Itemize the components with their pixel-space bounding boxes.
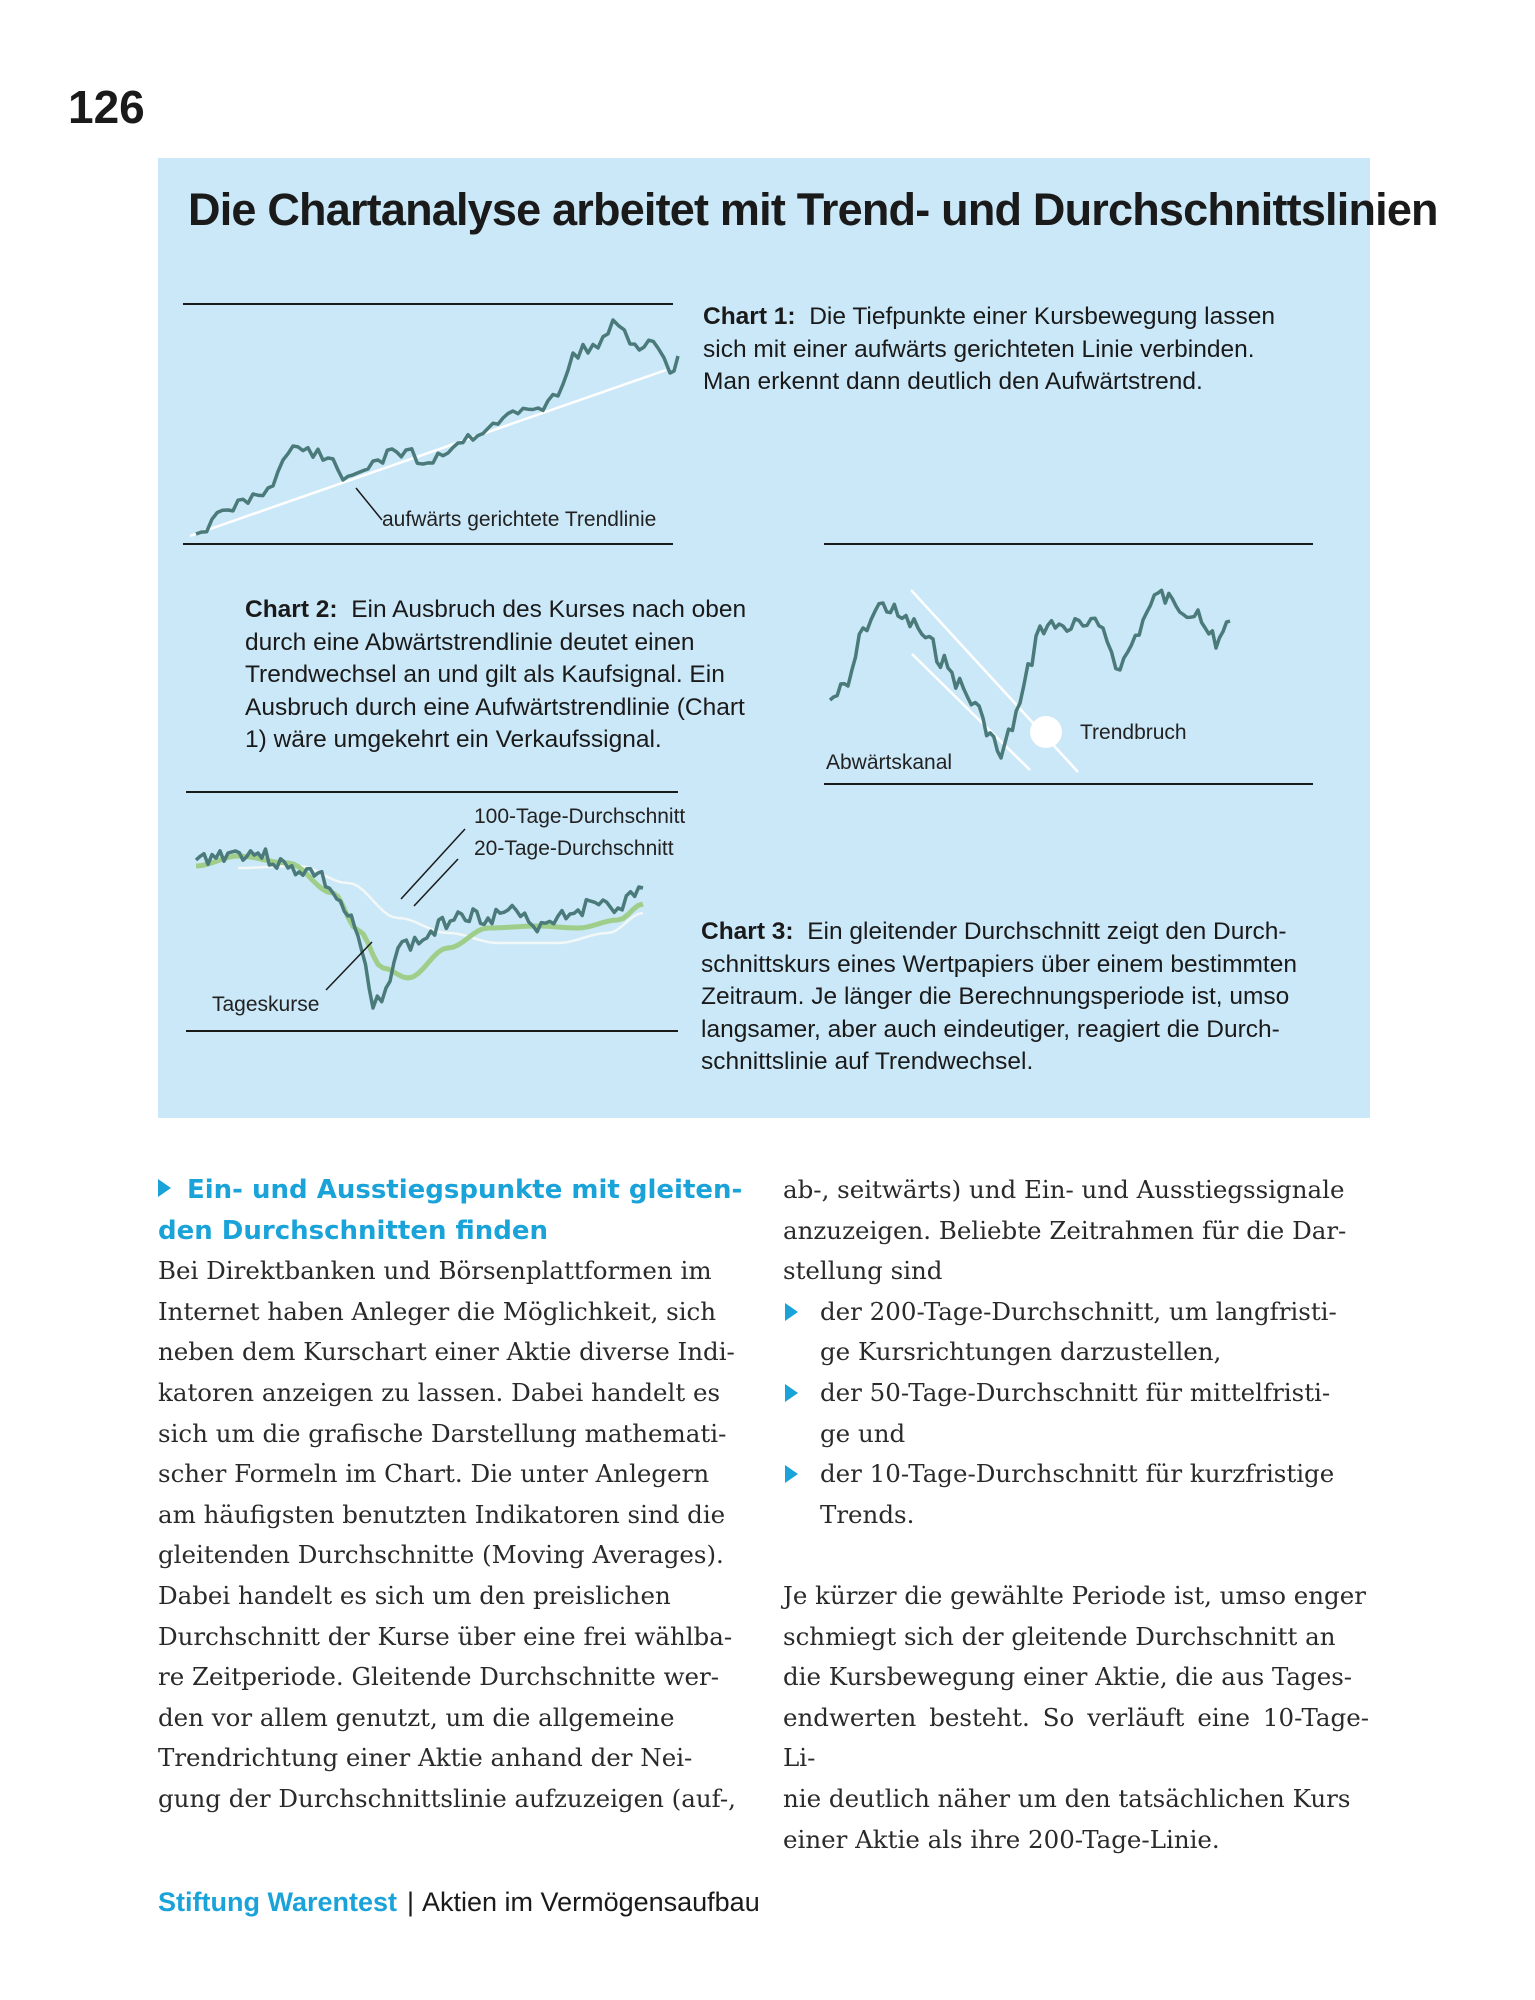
text-line: scher Formeln im Chart. Die unter Anlegern — [158, 1459, 710, 1489]
chart-2 — [824, 544, 1313, 784]
text-line: Dabei handelt es sich um den preislichen — [158, 1580, 671, 1610]
chart-1-caption — [703, 301, 1275, 399]
chart-1-label-leader — [356, 488, 382, 520]
heading-line — [158, 1170, 744, 1211]
chart-3-daily-label: Tageskurse — [212, 993, 320, 1016]
text-line: die Kursbewegung einer Aktie, die aus Tages- — [783, 1662, 1353, 1692]
caption-text: Ein Ausbruch des Kurses nach oben — [351, 596, 747, 623]
chart-3-ma20-line — [196, 856, 643, 978]
text-line: ge und — [820, 1418, 906, 1448]
caption-line: sich mit einer aufwärts gerichteten Linie verbinden. — [703, 335, 1255, 363]
chart-1-trendline-label: aufwärts gerichtete Trendlinie — [382, 508, 657, 531]
footer-brand: Stiftung Warentest — [158, 1887, 397, 1917]
triangle-bullet-icon — [785, 1465, 798, 1483]
chart-3 — [186, 792, 685, 1031]
text-line: Trendrichtung einer Aktie anhand der Nei- — [158, 1743, 693, 1773]
caption-lead: Chart 3: — [701, 918, 794, 945]
text-line: katoren anzeigen zu lassen. Dabei handelt es — [158, 1377, 721, 1407]
chart-3-leader-100 — [401, 829, 465, 899]
heading-text: Ein- und Ausstiegspunkte mit gleiten- — [187, 1175, 743, 1205]
text-line: neben dem Kurschart einer Aktie diverse Indi- — [158, 1337, 735, 1367]
article-left-column — [158, 1170, 744, 1820]
triangle-bullet-icon — [158, 1179, 171, 1197]
text-line: ge Kursrichtungen darzustellen, — [820, 1337, 1222, 1367]
caption-text: Die Tiefpunkte einer Kursbewegung lassen — [809, 303, 1275, 330]
text-line: der 50-Tage-Durchschnitt für mittelfristi- — [820, 1377, 1331, 1407]
text-line: gleitenden Durchschnitte (Moving Averages). — [158, 1540, 724, 1570]
chart-1 — [183, 304, 678, 544]
text-line: schmiegt sich der gleitende Durchschnitt an — [783, 1621, 1336, 1651]
chart-1-price-line — [196, 320, 678, 534]
caption-line: durch eine Abwärtstrendlinie deutet einen — [245, 628, 695, 656]
list-item — [783, 1454, 1369, 1535]
heading-line: den Durchschnitten finden — [158, 1215, 549, 1246]
right-intro — [783, 1170, 1369, 1292]
text-line: Trends. — [820, 1499, 915, 1529]
page-footer — [158, 1887, 760, 1918]
timeframe-list — [783, 1292, 1369, 1536]
text-line: sich um die grafische Darstellung mathemati- — [158, 1418, 727, 1448]
caption-line: 1) wäre umgekehrt ein Verkaufssignal. — [245, 726, 662, 753]
triangle-bullet-icon — [785, 1303, 798, 1321]
text-line: Internet haben Anleger die Möglichkeit, sich — [158, 1296, 717, 1326]
caption-text: Ein gleitender Durchschnitt zeigt den Durch- — [807, 918, 1287, 945]
text-line: endwerten besteht. So verläuft eine 10-Tage-Li- — [783, 1702, 1369, 1773]
text-line: Bei Direktbanken und Börsenplattformen im — [158, 1256, 712, 1286]
article-right-column — [783, 1170, 1369, 1860]
text-line: anzuzeigen. Beliebte Zeitrahmen für die Dar- — [783, 1215, 1347, 1245]
left-paragraph — [158, 1251, 744, 1819]
right-outro — [783, 1576, 1369, 1860]
chart-3-ma100-label: 100-Tage-Durchschnitt — [474, 805, 686, 828]
chart-3-caption — [701, 916, 1297, 1079]
caption-lead: Chart 1: — [703, 303, 796, 330]
footer-separator: | — [407, 1887, 415, 1917]
caption-line: schnittslinie auf Trendwechsel. — [701, 1048, 1034, 1075]
text-line: einer Aktie als ihre 200-Tage-Linie. — [783, 1824, 1220, 1854]
caption-line — [701, 916, 1297, 949]
caption-line — [245, 594, 746, 627]
chart-3-leader-20 — [414, 859, 458, 906]
text-line: nie deutlich näher um den tatsächlichen Kurs — [783, 1783, 1351, 1813]
chart-2-channel-label: Abwärtskanal — [826, 751, 953, 774]
text-line: gung der Durchschnittslinie aufzuzeigen (auf-, — [158, 1783, 736, 1813]
chart-analysis-infobox — [158, 158, 1438, 1118]
text-line: den vor allem genutzt, um die allgemeine — [158, 1702, 675, 1732]
triangle-bullet-icon — [785, 1384, 798, 1402]
text-line: Je kürzer die gewählte Periode ist, umso enger — [783, 1580, 1366, 1610]
text-line: stellung sind — [783, 1256, 943, 1286]
text-line: der 10-Tage-Durchschnitt für kurzfristige — [820, 1459, 1335, 1489]
text-line: am häufigsten benutzten Indikatoren sind die — [158, 1499, 726, 1529]
page-number: 126 — [68, 81, 145, 133]
list-item — [783, 1373, 1369, 1454]
caption-line — [703, 301, 1275, 334]
caption-line: langsamer, aber auch eindeutiger, reagiert die Durch- — [701, 1015, 1280, 1043]
chart-2-breakout-marker — [1030, 716, 1062, 748]
footer-book-title: Aktien im Vermögensaufbau — [422, 1887, 760, 1917]
caption-line: Ausbruch durch eine Aufwärtstrendlinie (Chart — [245, 693, 745, 721]
text-line: re Zeitperiode. Gleitende Durchschnitte wer- — [158, 1662, 720, 1692]
caption-line: Zeitraum. Je länger die Berechnungsperiode ist, umso — [701, 983, 1290, 1010]
spacer — [783, 1535, 1369, 1576]
text-line: ab-, seitwärts) und Ein- und Ausstiegssignale — [783, 1175, 1345, 1204]
chart-2-caption — [245, 594, 746, 757]
section-heading — [158, 1170, 744, 1251]
text-line: der 200-Tage-Durchschnitt, um langfristi- — [820, 1296, 1337, 1326]
caption-line: Trendwechsel an und gilt als Kaufsignal. Ein — [245, 661, 725, 688]
chart-3-ma20-label: 20-Tage-Durchschnitt — [474, 837, 674, 860]
infobox-title: Die Chartanalyse arbeitet mit Trend- und Durchschnittslinien — [188, 184, 1438, 235]
list-item — [783, 1292, 1369, 1373]
chart-2-break-label: Trendbruch — [1080, 721, 1187, 744]
caption-line: Man erkennt dann deutlich den Aufwärtstrend. — [703, 368, 1203, 395]
caption-lead: Chart 2: — [245, 596, 338, 623]
caption-line: schnittskurs eines Wertpapiers über einem bestimmten — [701, 950, 1297, 978]
text-line: Durchschnitt der Kurse über eine frei wählba- — [158, 1621, 733, 1651]
